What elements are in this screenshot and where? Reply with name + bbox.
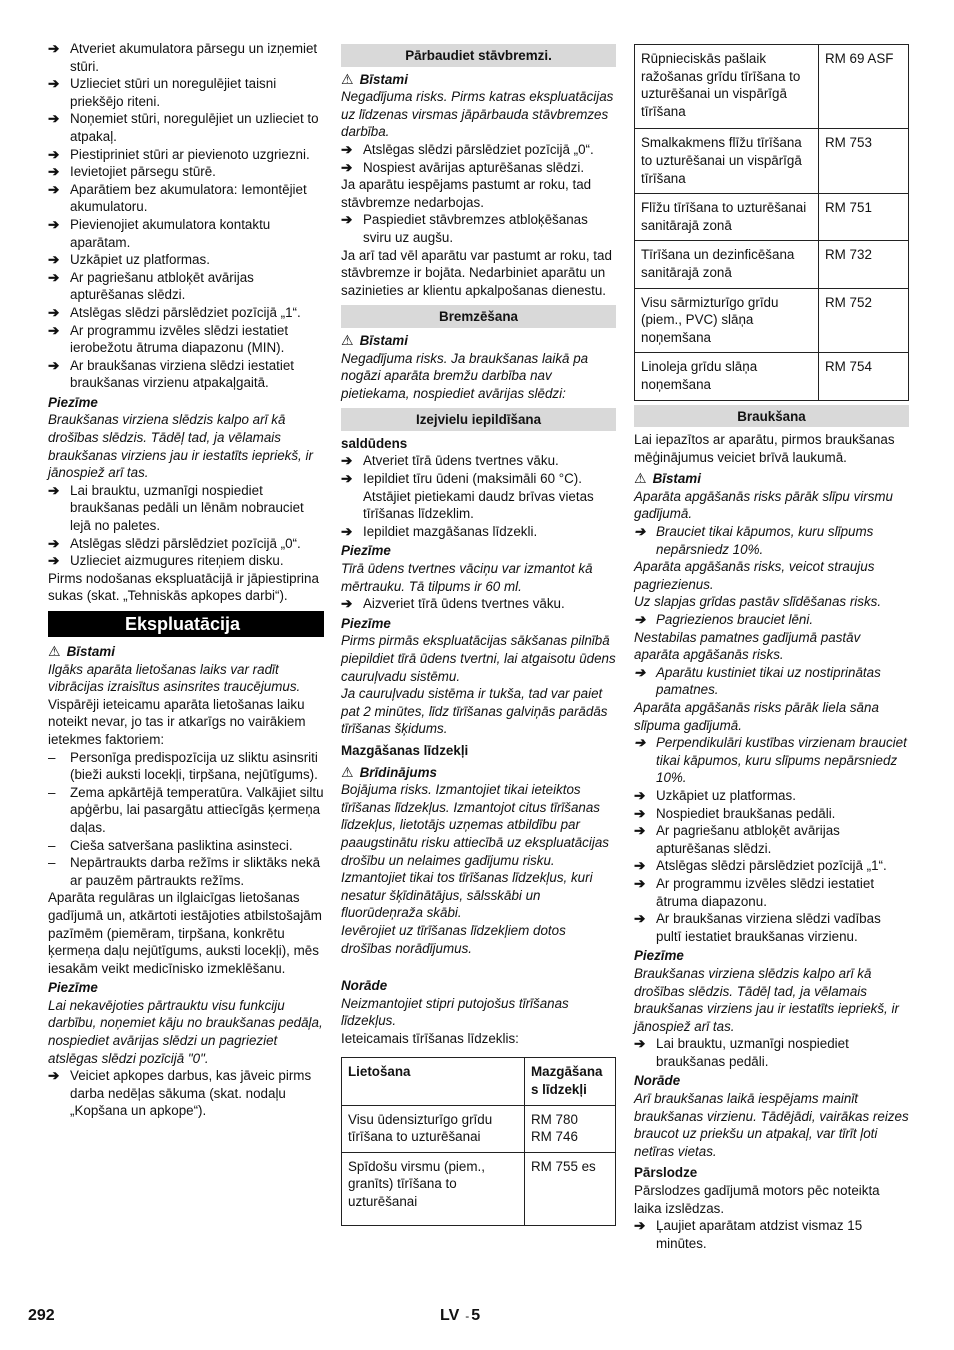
step: ➔ Uzlieciet stūri un noregulējiet taisni priekšējo riteni. [48,76,277,109]
subheading: saldūdens [341,435,408,451]
step: ➔ Iepildiet mazgāšanas līdzekli. [341,523,538,539]
step-list [341,211,616,246]
danger-text: Aparāta apgāšanās risks, veicot straujus pagriezienus. [634,559,875,592]
danger-text: Aparāta apgāšanās risks pārāk liela sāna slīpuma gadījumā. [634,700,879,733]
caution-text: Izmantojiet tikai tos tīrīšanas līdzekļus, kuri nesatur šķīdinātājus, sālsskābi un fluorūdeņraža skābi. [341,870,593,921]
step: ➔ Lai brauktu, uzmanīgi nospiediet braukšanas pedāli. [634,1036,849,1069]
warning-triangle-icon: ⚠ [341,763,354,780]
dash-marker: – [48,837,56,853]
step: ➔ Pievienojiet akumulatora kontaktu aparātam. [48,216,271,250]
paragraph: Ja aparātu iespējams pastumt ar roku, tad stāvbremze nedarbojas. [341,177,592,210]
table-row [635,353,909,400]
danger-text: Negadījuma risks. Ja braukšanas laikā pa nogāzi aparāta bremžu darbība nav pietiekama, nospiediet avārijas slēdzi: [341,350,589,401]
page-number: 292 [28,1307,55,1324]
arrow-right-icon: ➔ [48,216,60,232]
arrow-right-icon: ➔ [48,164,60,180]
table-header-cell: Lietošana [342,1058,525,1105]
table-cell: Visu sārmizturīgo grīdu (piem., PVC) slāņa noņemšana [635,288,819,353]
table-row [635,241,909,288]
arrow-right-icon: ➔ [634,787,646,803]
column-2 [341,40,616,1226]
arrow-right-icon: ➔ [48,146,60,162]
table-cell: Tīrīšana un dezinficēšana sanitārajā zonā [635,241,819,288]
dash-marker: – [48,749,56,765]
danger-label: ⚠ Bīstami [341,331,408,348]
table-cell: RM 732 [819,241,909,288]
arrow-right-icon: ➔ [48,41,60,56]
dash-item: – Cieša satveršana pasliktina asinsteci. [48,837,293,853]
step: ➔ Ar programmu izvēles slēdzi iestatiet ierobežotu ātruma diapazonu (MIN). [48,322,289,356]
step: ➔ Aparātu kustiniet tikai uz nostiprinātas pamatnes. [634,664,881,698]
arrow-right-icon: ➔ [634,911,646,927]
step-list [48,1067,324,1120]
table-cell: Rūpnieciskās pašlaik ražošanas grīdu tīrīšana to uzturēšanai un vispārīgā tīrīšana [635,45,819,129]
table-cell: RM 753 [819,129,909,194]
step: ➔ Atveriet tīrā ūdens tvertnes vāku. [341,453,559,469]
step: ➔ Uzkāpiet uz platformas. [48,252,210,268]
warning-triangle-icon: ⚠ [634,470,647,487]
danger-text: Nestabilas pamatnes gadījumā pastāv aparāta apgāšanās risks. [634,629,861,663]
column-3 [634,44,909,1252]
step: ➔ Uzkāpiet uz platformas. [634,787,796,803]
table-cell: RM 751 [819,194,909,241]
table-header-cell: Mazgāšana s līdzekļi [525,1058,616,1105]
note-text: Tīrā ūdens tvertnes vāciņu var izmantot kā mērtrauku. Tā tilpums ir 60 ml. [341,561,593,594]
note-text: Pirms pirmās ekspluatācijas sākšanas pilnībā piepildiet tīrā ūdens tvertni, lai atgaisotu ūdens cauruļvadu sistēmu. [341,633,616,684]
dash-marker: – [48,784,56,800]
table-cell: Linoleja grīdu slāņa noņemšana [635,353,819,400]
step: ➔ Brauciet tikai kāpumos, kuru slīpums nepārsniedz 10%. [634,524,874,557]
arrow-right-icon: ➔ [48,322,60,338]
hint-text: Arī braukšanas laikā iespējams mainīt braukšanas virzienu. Tādējādi, vairākas reizes braucot uz priekšu un atpakaļ, var tīrīt ļoti netīras vietas. [634,1091,909,1159]
step: ➔ Perpendikulāri kustības virzienam brauciet tikai kāpumos, kuru slīpums nepārsniedz 10%. [634,735,907,786]
danger-text: Negadījuma risks. Pirms katras ekspluatācijas uz līdzenas virsmas jāpārbauda stāvbremzes darbība. [341,89,614,140]
arrow-right-icon: ➔ [634,664,646,680]
subheading: Pārslodze [634,1165,698,1181]
note-label: Piezīme [341,543,391,559]
step-list [634,1217,909,1252]
arrow-right-icon: ➔ [341,212,353,228]
arrow-right-icon: ➔ [48,76,60,92]
step-list [634,787,909,945]
section-bar: Braukšana [634,405,909,428]
warning-triangle-icon: ⚠ [341,331,354,348]
subheading: Mazgāšanas līdzekļi [341,742,469,758]
arrow-right-icon: ➔ [341,523,353,539]
step: ➔ Veiciet apkopes darbus, kas jāveic pirms darba nedēļas sākuma (skat. nodaļu „Kopšana un apkope“). [48,1068,312,1119]
note-label: Piezīme [48,394,98,410]
table-cell: RM 780 RM 746 [525,1105,616,1152]
step-list [48,40,324,392]
step: ➔ Atslēgas slēdzi pārslēdziet pozīcijā „0“. [341,141,594,157]
paragraph: Ieteicamais tīrīšanas līdzeklis: [341,1030,519,1046]
table-cell: RM 752 [819,288,909,353]
table-row [342,1105,616,1152]
arrow-right-icon: ➔ [341,141,353,157]
arrow-right-icon: ➔ [48,181,60,197]
note-label: Piezīme [48,980,98,996]
step: ➔ Ar braukšanas virziena slēdzi vadības pultī iestatiet braukšanas virzienu. [634,911,881,944]
hint-text: Neizmantojiet stipri putojošus tīrīšanas līdzekļus. [341,995,569,1029]
arrow-right-icon: ➔ [48,535,60,551]
dash-item: – Nepārtraukts darba režīms ir sliktāks nekā ar pauzēm pārtraukts režīms. [48,855,321,888]
step: ➔ Atslēgas slēdzi pārslēdziet pozīcijā „1“. [48,304,301,320]
section-bar: Pārbaudiet stāvbremzi. [341,44,616,67]
column-1 [48,40,324,1120]
note-text: Ja cauruļvadu sistēma ir tukša, tad var paiet pat 2 minūtes, līdz tīrīšanas galviņās parādās tīrīšanas šķidums. [341,686,608,737]
step: ➔ Ļaujiet aparātam atdzist vismaz 15 minūtes. [634,1218,863,1251]
dash-item: – Personīga predispozīcija uz sliktu asinsriti (bieži auksti locekļi, tirpšana, nejūtīgums). [48,749,318,783]
paragraph: Ja arī tad vēl aparātu var pastumt ar roku, tad stāvbremze ir bojāta. Nedarbiniet aparātu un sazinieties ar klientu apkalpošanas dienestu. [341,247,612,298]
arrow-right-icon: ➔ [48,1068,60,1084]
step: ➔ Noņemiet stūri, noregulējiet un uzlieciet to atpakaļ. [48,111,319,144]
arrow-right-icon: ➔ [634,805,646,821]
danger-text: Uz slapjas grīdas pastāv slīdēšanas risks. [634,594,882,610]
step: ➔ Paspiediet stāvbremzes atbloķēšanas sviru uz augšu. [341,212,588,245]
step: ➔ Ar programmu izvēles slēdzi iestatiet ātruma diapazonu. [634,875,875,909]
table-header-row [342,1058,616,1105]
paragraph: Pārslodzes gadījumā motors pēc noteikta laika izslēdzas. [634,1183,880,1216]
page-footer-language: LV - 5 [440,1307,481,1324]
arrow-right-icon: ➔ [341,159,353,175]
hint-label: Norāde [634,1073,681,1089]
arrow-right-icon: ➔ [634,875,646,891]
table-row [342,1152,616,1225]
hint-label: Norāde [341,978,388,994]
note-label: Piezīme [341,615,391,631]
arrow-right-icon: ➔ [634,735,646,751]
step-list [341,141,616,176]
table-cell: Smalkakmens flīžu tīrīšana to uzturēšanai un vispārīgā tīrīšana [635,129,819,194]
step: ➔ Lai brauktu, uzmanīgi nospiediet braukšanas pedāli un lēnām nobrauciet lejā no paletes. [48,482,304,534]
table-cell: RM 69 ASF [819,45,909,129]
step: ➔ Atslēgas slēdzi pārslēdziet pozīcijā „0“. [48,535,301,551]
arrow-right-icon: ➔ [48,553,60,569]
warning-triangle-icon: ⚠ [48,643,61,659]
table-cell: RM 754 [819,353,909,400]
step: ➔ Ar braukšanas virziena slēdzi iestatiet braukšanas virzienu atpakaļgaitā. [48,357,295,391]
section-bar: Bremzēšana [341,305,616,328]
step: ➔ Iepildiet tīru ūdeni (maksimāli 60 °C). Atstājiet pietiekami daudz brīvas vietas tīrīšanas līdzeklim. [341,471,594,522]
step: ➔ Uzlieciet aizmugures riteņiem disku. [48,553,284,569]
table-cell: RM 755 es [525,1152,616,1225]
danger-label: ⚠ Bīstami [48,643,115,659]
caution-text: Bojājuma risks. Izmantojiet tikai ieteiktos tīrīšanas līdzekļus. Izmantojot citus tīrīšanas līdzekļus, lietotājs uzņemas atbildību par paaugstinātu risku attiecībā uz ekspluatācijas drošību un nelaimes gadījumu risku. [341,782,609,868]
arrow-right-icon: ➔ [48,252,60,268]
section-title: Ekspluatācija [48,611,324,637]
dash-list [48,749,324,890]
note-text: Lai nekavējoties pārtrauktu visu funkciju darbību, noņemiet kāju no braukšanas pedāļa, nospiediet avārijas slēdzi un pagrieziet atslēgas slēdzi pozīcijā "0". [48,997,323,1066]
step: ➔ Nospiest avārijas apturēšanas slēdzi. [341,159,585,175]
arrow-right-icon: ➔ [48,357,60,373]
arrow-right-icon: ➔ [48,269,60,285]
step: ➔ Atslēgas slēdzi pārslēdziet pozīcijā „1“. [634,858,887,874]
arrow-right-icon: ➔ [48,111,60,127]
step-list [341,595,616,613]
arrow-right-icon: ➔ [634,858,646,874]
step: ➔ Pagriezienos brauciet lēni. [634,612,814,628]
paragraph: Aparāta regulāras un ilglaicīgas lietošanas gadījumā un, atkārtoti iestājoties atbilstošajām pazīmēm (piemēram, tirpšana, konkrētu ķermeņa daļu nejūtīgums, auksti locekļi), mēs iesakām veikt medicīnisko izmeklēšanu. [48,890,322,976]
step-list [634,1035,909,1070]
table-row [635,129,909,194]
caution-label: ⚠ Brīdinājums [341,763,437,780]
step: ➔ Atveriet akumulatora pārsegu un izņemiet stūri. [48,41,318,74]
step: ➔ Aparātiem bez akumulatora: Iemontējiet akumulatoru. [48,181,307,215]
danger-text: Aparāta apgāšanās risks pārāk slīpu virsmu gadījumā. [634,488,894,522]
arrow-right-icon: ➔ [48,482,60,498]
paragraph: Pirms nodošanas ekspluatācijā ir jāpiestiprina sukas (skat. „Tehniskās apkopes darbi“). [48,570,319,604]
step-list [48,482,324,570]
dash-marker: – [48,855,56,871]
step: ➔ Ievietojiet pārsegu stūrē. [48,164,216,180]
danger-label: ⚠ Bīstami [634,470,701,487]
arrow-right-icon: ➔ [634,1218,646,1234]
step: ➔ Piestipriniet stūri ar pievienoto uzgriezni. [48,146,310,162]
arrow-right-icon: ➔ [341,453,353,469]
paragraph: Vispārēji ieteicamu aparāta lietošanas laiku noteikt nevar, jo tas ir atkarīgs no vairākiem ietekmes faktoriem: [48,696,306,747]
step: ➔ Ar pagriešanu atbloķēt avārijas apturēšanas slēdzi. [634,823,840,856]
arrow-right-icon: ➔ [341,471,353,487]
note-label: Piezīme [634,948,684,964]
step: ➔ Nospiediet braukšanas pedāli. [634,805,836,821]
arrow-right-icon: ➔ [634,823,646,839]
step: ➔ Aizveriet tīrā ūdens tvertnes vāku. [341,596,565,612]
step-list [341,452,616,540]
detergent-table [341,1057,616,1225]
note-text: Braukšanas virziena slēdzis kalpo arī kā drošības slēdzis. Tādēļ tad, ja vēlamais braukšanas virziens jau ir iestatīts iepriekš, ir jānospiež arī tas. [48,412,313,481]
arrow-right-icon: ➔ [48,304,60,320]
step: ➔ Ar pagriešanu atbloķēt avārijas apturēšanas slēdzi. [48,269,254,303]
section-bar: Izejvielu iepildīšana [341,408,616,431]
paragraph: Lai iepazītos ar aparātu, pirmos braukšanas mēģinājumus veiciet brīvā laukumā. [634,432,895,465]
table-row [635,45,909,129]
note-text: Braukšanas virziena slēdzis kalpo arī kā drošības slēdzis. Tādēļ tad, ja vēlamais braukšanas virziens jau ir iestatīts iepriekš, ir jānospiež arī tas. [634,965,899,1034]
warning-triangle-icon: ⚠ [341,70,354,87]
table-row [635,194,909,241]
arrow-right-icon: ➔ [634,612,646,628]
arrow-right-icon: ➔ [634,1036,646,1052]
table-cell: Spīdošu virsmu (piem., granīts) tīrīšana to uzturēšanai [342,1152,525,1225]
table-cell: Visu ūdensizturīgo grīdu tīrīšana to uzturēšanai [342,1105,525,1152]
table-cell: Flīžu tīrīšana to uzturēšanai sanitārajā zonā [635,194,819,241]
danger-text: Ilgāks aparāta lietošanas laiks var radīt vibrācijas izraisītus asinsrites traucējumus. [48,661,301,695]
caution-text: Ievērojiet uz tīrīšanas līdzekļiem dotos drošības norādījumus. [341,922,566,956]
table-row [635,288,909,353]
danger-label: ⚠ Bīstami [341,70,408,87]
arrow-right-icon: ➔ [634,524,646,540]
detergent-table [634,44,909,401]
dash-item: – Zema apkārtējā temperatūra. Valkājiet siltu apģērbu, lai pasargātu attiecīgās ķermeņa daļas. [48,784,324,835]
arrow-right-icon: ➔ [341,596,353,612]
